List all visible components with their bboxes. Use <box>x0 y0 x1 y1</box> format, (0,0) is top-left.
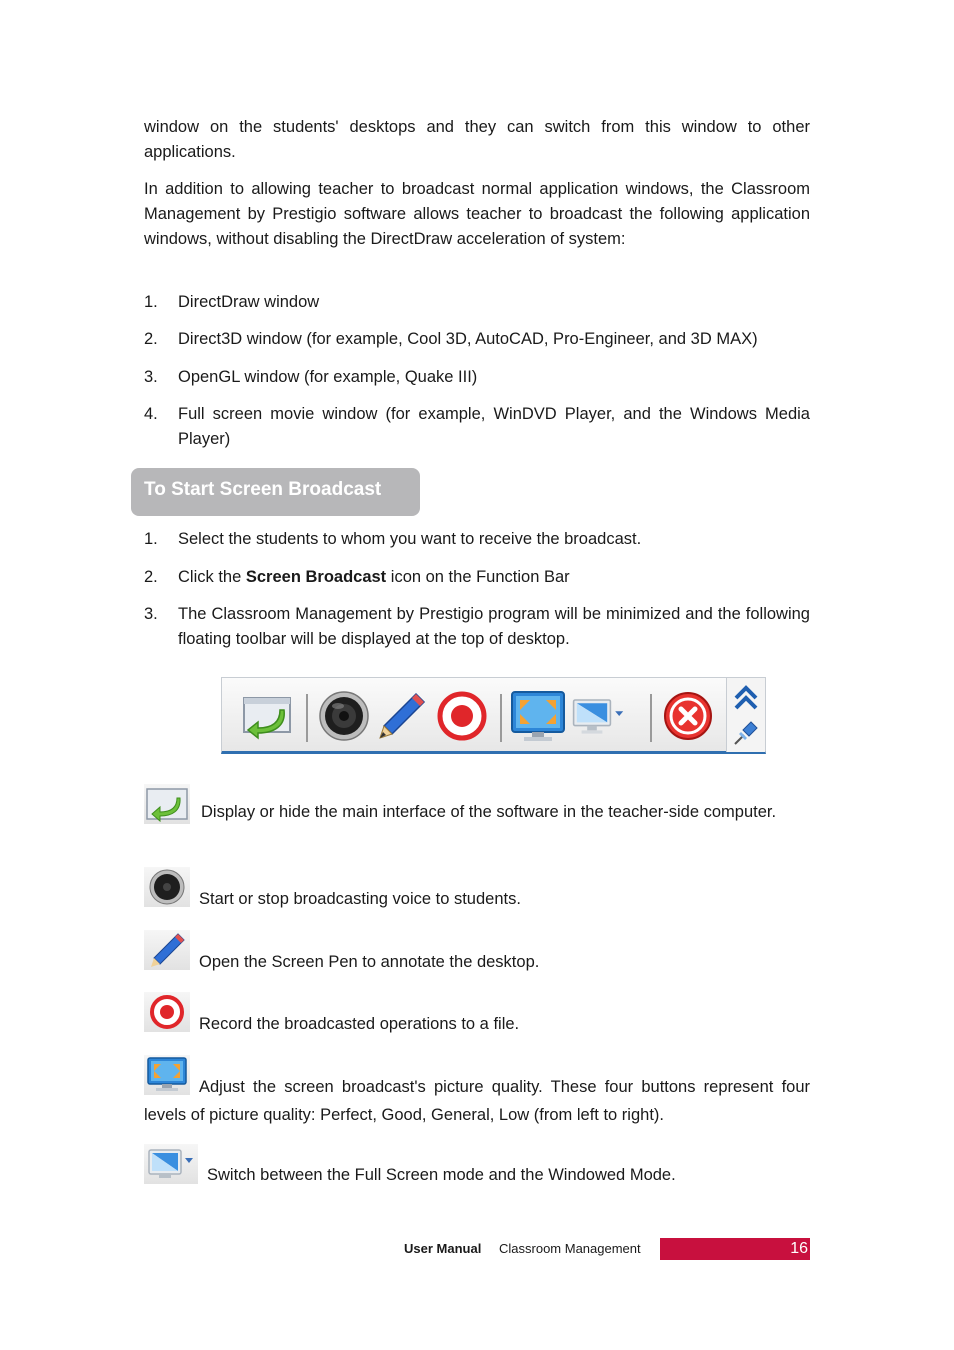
list-text: The Classroom Management by Prestigio program will be minimized and the following floating toolbar will be displayed at the top of desktop. <box>178 605 810 648</box>
icon-description-text: Display or hide the main interface of the software in the teacher-side computer. <box>201 803 777 821</box>
section-heading-text: To Start Screen Broadcast <box>144 479 382 500</box>
toolbar-separator <box>306 694 308 742</box>
close-icon[interactable] <box>660 688 716 744</box>
list-text: DirectDraw window <box>178 293 320 311</box>
section-heading <box>131 468 420 516</box>
toolbar-side-panel <box>726 678 765 752</box>
display-main-interface-icon[interactable] <box>240 688 296 744</box>
list-text-pre: Click the <box>178 568 246 586</box>
icon-description-text: Open the Screen Pen to annotate the desktop. <box>199 953 540 971</box>
list-number: 1. <box>144 293 158 311</box>
body-text: window on the students' desktops and they can switch from this window to other applications. <box>144 118 810 161</box>
screen-pen-icon[interactable] <box>374 688 430 744</box>
floating-toolbar <box>221 677 766 754</box>
record-icon[interactable] <box>434 688 490 744</box>
list-text <box>178 565 810 590</box>
list-number: 3. <box>144 605 158 623</box>
screen-broadcast-term: Screen Broadcast <box>245 568 387 586</box>
screen-pen-icon <box>144 930 190 970</box>
screen-mode-icon[interactable] <box>572 688 628 744</box>
footer-user-manual: User Manual <box>404 1241 482 1256</box>
list-number: 2. <box>144 568 158 586</box>
list-text-post: icon on the Function Bar <box>386 568 570 586</box>
list-text: Full screen movie window (for example, WinDVD Player, and the Windows Media Player) <box>178 405 810 448</box>
page-footer <box>0 1238 954 1262</box>
icon-description-text: Switch between the Full Screen mode and the Windowed Mode. <box>207 1166 676 1184</box>
icon-description-row <box>144 867 810 913</box>
toolbar-separator <box>650 694 652 742</box>
icon-description-row <box>144 1144 810 1189</box>
body-text: In addition to allowing teacher to broadcast normal application windows, the Classroom Management by Prestigio software allows teacher to broadcast the following application windows, without disabling the DirectDraw acceleration of system: <box>144 180 810 248</box>
picture-quality-icon[interactable] <box>510 688 566 744</box>
list-number: 4. <box>144 405 158 423</box>
picture-quality-icon <box>144 1055 190 1095</box>
icon-description-row <box>144 1055 810 1129</box>
footer-page-bar <box>660 1238 810 1260</box>
icon-description-row <box>144 784 810 826</box>
page-number: 16 <box>790 1240 808 1257</box>
screen-mode-icon <box>144 1144 198 1184</box>
icon-description-text: Start or stop broadcasting voice to students. <box>199 890 521 908</box>
voice-broadcast-icon <box>144 867 190 907</box>
display-main-interface-icon <box>144 784 190 824</box>
icon-description-row <box>144 930 810 976</box>
icon-description-text: Adjust the screen broadcast's picture quality. These four buttons represent four levels of picture quality: Perfect, Good, General, Low (from left to right). <box>144 1078 810 1124</box>
toolbar-separator <box>500 694 502 742</box>
icon-description-row <box>144 992 810 1038</box>
intro-paragraph-1 <box>144 115 810 165</box>
list-number: 1. <box>144 530 158 548</box>
intro-paragraph-2 <box>144 177 810 252</box>
pin-icon[interactable] <box>731 718 761 748</box>
list-text: Select the students to whom you want to receive the broadcast. <box>178 530 642 548</box>
collapse-up-icon[interactable] <box>731 682 761 712</box>
icon-description-text: Record the broadcasted operations to a file. <box>199 1015 520 1033</box>
voice-broadcast-icon[interactable] <box>316 688 372 744</box>
record-icon <box>144 992 190 1032</box>
footer-product-name: Classroom Management <box>499 1241 641 1256</box>
list-number: 2. <box>144 330 158 348</box>
list-number: 3. <box>144 368 158 386</box>
list-text: Direct3D window (for example, Cool 3D, AutoCAD, Pro-Engineer, and 3D MAX) <box>178 330 758 348</box>
list-text: OpenGL window (for example, Quake III) <box>178 368 478 386</box>
